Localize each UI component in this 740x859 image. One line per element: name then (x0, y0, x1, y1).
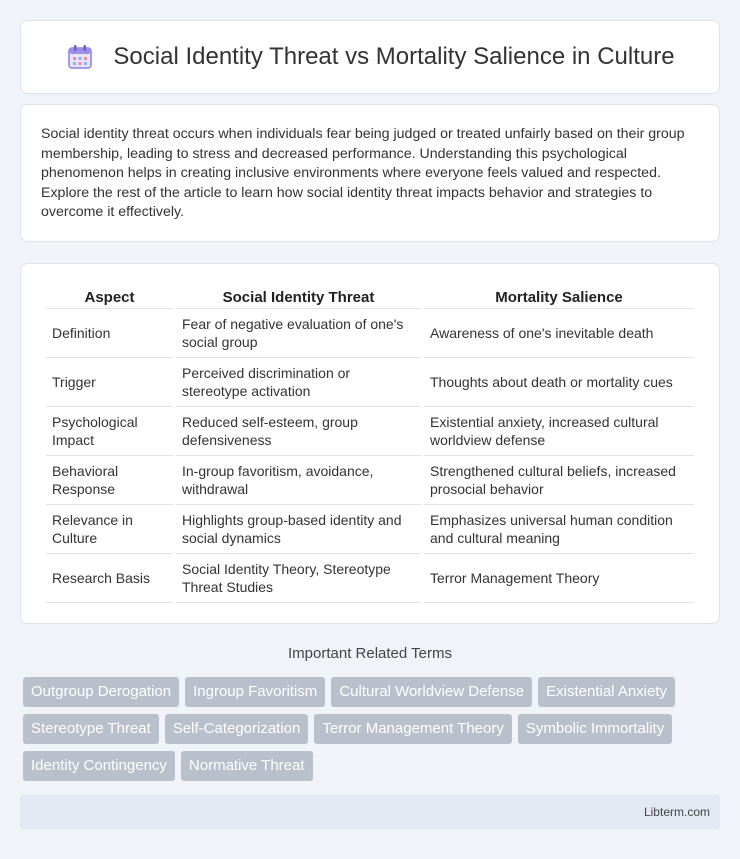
table-cell: Reduced self-esteem, group defensiveness (176, 407, 421, 456)
table-cell: Psychological Impact (46, 407, 173, 456)
table-cell: Behavioral Response (46, 456, 173, 505)
column-header: Aspect (46, 284, 173, 309)
footer (20, 795, 720, 829)
table-cell: Social Identity Theory, Stereotype Threat Studies (176, 554, 421, 603)
related-term-tag[interactable]: Terror Management Theory (314, 714, 511, 744)
table-row (46, 505, 694, 554)
related-term-tag[interactable]: Stereotype Threat (23, 714, 159, 744)
table-cell: Thoughts about death or mortality cues (424, 358, 694, 407)
table-row (46, 456, 694, 505)
related-term-tag[interactable]: Self-Categorization (165, 714, 309, 744)
table-row (46, 309, 694, 358)
related-term-tag[interactable]: Identity Contingency (23, 751, 175, 781)
related-term-tag[interactable]: Cultural Worldview Defense (331, 677, 532, 707)
column-header: Social Identity Threat (176, 284, 421, 309)
intro-text: Social identity threat occurs when individuals fear being judged or treated unfairly based on their group membership, leading to stress and decreased performance. Understanding this psychological phenomenon helps in creating inclusive environments where everyone feels valued and respected. Explore the rest of the article to learn how social identity threat impacts behavior and strategies to overcome it effectively. (41, 126, 685, 220)
table-cell: Highlights group-based identity and social dynamics (176, 505, 421, 554)
table-cell: Emphasizes universal human condition and cultural meaning (424, 505, 694, 554)
footer-site-link[interactable]: Libterm.com (643, 805, 710, 819)
comparison-table (43, 284, 697, 603)
related-term-tag[interactable]: Outgroup Derogation (23, 677, 179, 707)
intro-card (20, 104, 720, 242)
related-term-tag[interactable]: Symbolic Immortality (518, 714, 672, 744)
table-cell: Research Basis (46, 554, 173, 603)
table-cell: Relevance in Culture (46, 505, 173, 554)
header-card (20, 20, 720, 94)
table-header-row (46, 284, 694, 309)
table-cell: Trigger (46, 358, 173, 407)
table-cell: In-group favoritism, avoidance, withdrawal (176, 456, 421, 505)
table-row (46, 554, 694, 603)
table-cell: Fear of negative evaluation of one's social group (176, 309, 421, 358)
calendar-icon (65, 42, 95, 72)
table-cell: Perceived discrimination or stereotype activation (176, 358, 421, 407)
related-term-tag[interactable]: Normative Threat (181, 751, 313, 781)
table-row (46, 407, 694, 456)
related-terms-title: Important Related Terms (288, 645, 452, 662)
table-cell: Strengthened cultural beliefs, increased prosocial behavior (424, 456, 694, 505)
page-title: Social Identity Threat vs Mortality Salience in Culture (113, 43, 675, 70)
table-cell: Awareness of one's inevitable death (424, 309, 694, 358)
table-cell: Definition (46, 309, 173, 358)
related-term-tag[interactable]: Existential Anxiety (538, 677, 675, 707)
comparison-card (20, 263, 720, 624)
related-term-tag[interactable]: Ingroup Favoritism (185, 677, 325, 707)
table-row (46, 358, 694, 407)
table-cell: Existential anxiety, increased cultural worldview defense (424, 407, 694, 456)
column-header: Mortality Salience (424, 284, 694, 309)
table-cell: Terror Management Theory (424, 554, 694, 603)
related-terms-list (23, 677, 723, 788)
